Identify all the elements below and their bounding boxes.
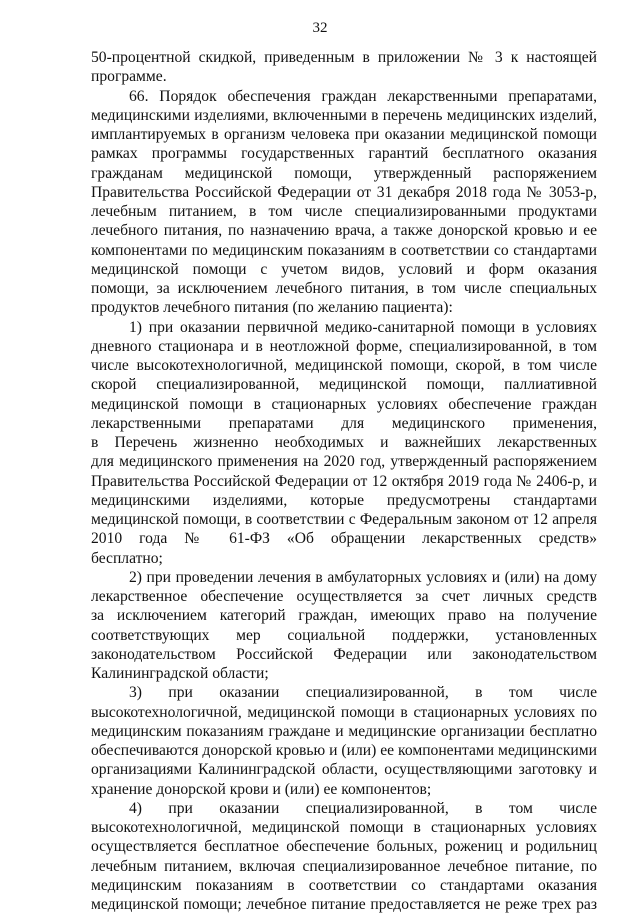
text-line: лечебного питания, по назначению врача, а также донорской кровью и ее <box>91 222 597 240</box>
text-line: Правительства Российской Федерации от 12 октября 2019 года № 2406-р, и <box>91 472 597 490</box>
text-line: программе. <box>91 68 167 86</box>
text-line: медицинской помощи с учетом видов, условий и форм оказания <box>91 260 597 278</box>
text-line: Правительства Российской Федерации от 31 декабря 2018 года № 3053-р, <box>91 183 597 201</box>
text-line: 3) при оказании специализированной, в том числе <box>129 684 597 702</box>
text-line: 50-процентной скидкой, приведенным в приложении № 3 к настоящей <box>91 49 597 66</box>
text-line: числе высокотехнологичной, медицинской помощи, скорой, в том числе <box>91 357 597 374</box>
text-line: медицинскими изделиями, включенными в перечень медицинских изделий, <box>91 106 597 124</box>
text-line: 66. Порядок обеспечения граждан лекарственными препаратами, <box>129 87 597 105</box>
text-line: имплантируемых в организм человека при оказании медицинской помощи <box>91 126 597 143</box>
text-line: обеспечиваются донорской кровью и (или) ее компонентами медицинскими <box>91 742 597 759</box>
text-line: 2010 года № 61-ФЗ «Об обращении лекарственных средств» <box>91 530 597 548</box>
text-line: в Перечень жизненно необходимых и важнейших лекарственных <box>91 434 597 451</box>
text-line: организациями Калининградской области, осуществляющими заготовку и <box>91 761 597 779</box>
text-line: медицинской помощи, в соответствии с Федеральным законом от 12 апреля <box>91 511 597 528</box>
text-line: компонентами по медицинским показаниям в соответствии со стандартами <box>91 241 597 259</box>
text-line: лечебным питанием, в том числе специализированными продуктами <box>91 203 597 220</box>
text-line: осуществляется бесплатное обеспечение больных, рожениц и родильниц <box>91 838 597 856</box>
text-line: скорой специализированной, медицинской помощи, паллиативной <box>91 376 597 394</box>
text-line: законодательством Российской Федерации или законодательством <box>91 645 597 663</box>
text-line: дневного стационара и в неотложной форме, специализированной, в том <box>91 337 597 355</box>
text-line: высокотехнологичной, медицинской помощи в стационарных условиях по <box>91 703 597 721</box>
text-line: медицинской помощи в стационарных условиях обеспечение граждан <box>91 395 597 413</box>
text-line: продуктов лечебного питания (по желанию пациента): <box>91 299 453 317</box>
text-line: рамках программы государственных гарантий бесплатного оказания <box>91 145 597 163</box>
text-line: медицинскими изделиями, которые предусмотрены стандартами <box>91 491 597 509</box>
text-line: за исключением категорий граждан, имеющих право на получение <box>91 607 597 625</box>
text-line: медицинским показаниям граждане и медицинские организации бесплатно <box>91 722 597 740</box>
text-line: медицинским показаниям в соответствии со стандартами оказания <box>91 876 597 894</box>
text-line: Калининградской области; <box>91 665 269 682</box>
text-line: помощи, за исключением лечебного питания, в том числе специальных <box>91 280 597 297</box>
text-line: высокотехнологичной, медицинской помощи в стационарных условиях <box>91 819 597 836</box>
text-line: 2) при проведении лечения в амбулаторных условиях и (или) на дому <box>129 568 597 586</box>
text-line: бесплатно; <box>91 549 163 567</box>
text-line: лечебным питанием, включая специализированное лечебное питание, по <box>91 857 597 875</box>
text-line: лекарственными препаратами для медицинского применения, <box>91 414 597 432</box>
page-number: 32 <box>312 20 328 36</box>
text-line: хранение донорской крови и (или) ее компонентов; <box>91 780 432 798</box>
text-line: для медицинского применения на 2020 год, утвержденный распоряжением <box>91 453 597 471</box>
text-line: гражданам медицинской помощи, утвержденный распоряжением <box>91 164 597 182</box>
text-line: соответствующих мер социальной поддержки, установленных <box>91 626 597 644</box>
text-line: 1) при оказании первичной медико-санитарной помощи в условиях <box>129 318 597 336</box>
text-line: медицинской помощи; лечебное питание предоставляется не реже трех раз <box>91 896 597 913</box>
text-line: лекарственное обеспечение осуществляется за счет личных средств <box>91 588 597 605</box>
text-line: 4) при оказании специализированной, в том числе <box>129 799 597 817</box>
